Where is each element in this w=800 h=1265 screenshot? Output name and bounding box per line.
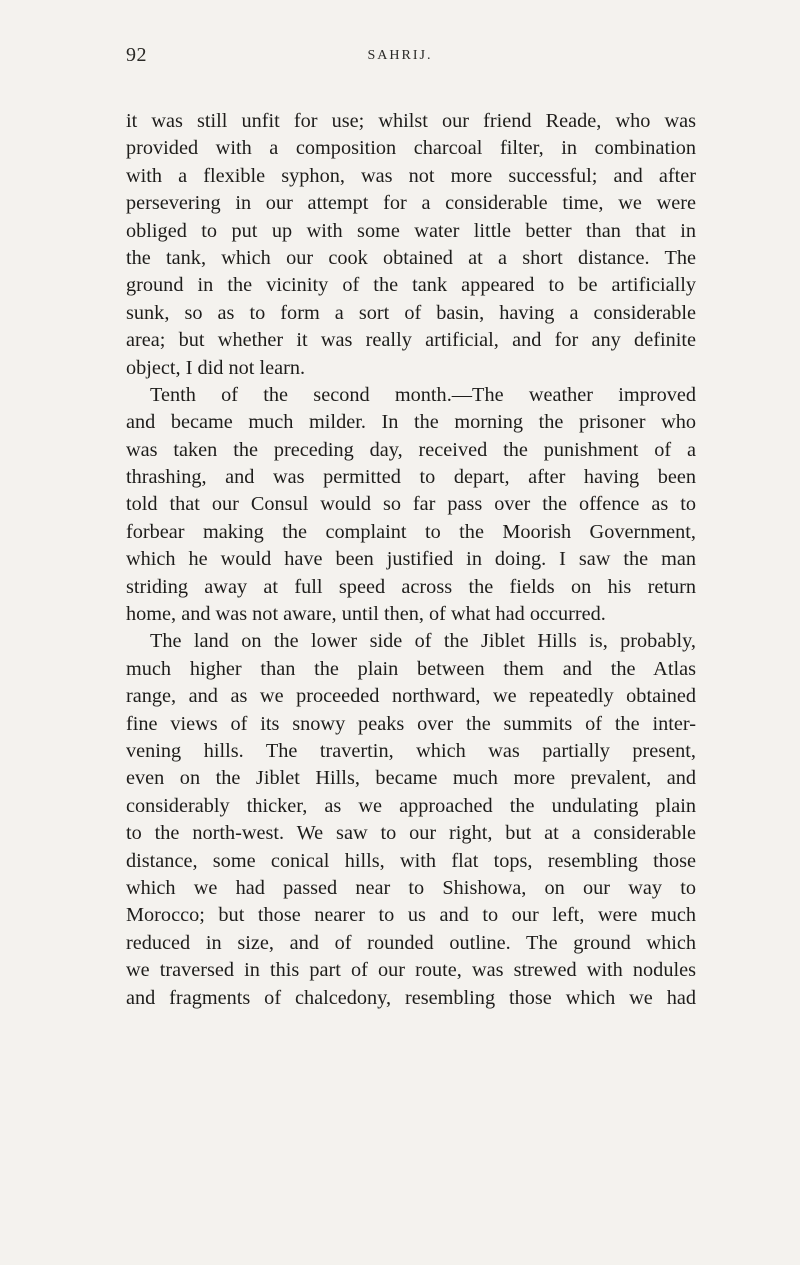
text-line: object, I did not learn. [126, 356, 306, 379]
text-line: ground in the vicinity of the tank appeared to be artificially [126, 274, 696, 297]
text-line: told that our Consul would so far pass over the offence as to [126, 493, 696, 516]
page-number: 92 [126, 44, 147, 66]
text-line: striding away at full speed across the fields on his return [126, 575, 696, 598]
text-line: obliged to put up with some water little better than that in [126, 219, 696, 242]
text-line: much higher than the plain between them and the Atlas [126, 657, 696, 680]
text-line: and fragments of chalcedony, resembling those which we had [126, 986, 696, 1009]
text-line: the tank, which our cook obtained at a short distance. The [126, 246, 696, 269]
text-line: with a flexible syphon, was not more successful; and after [126, 164, 696, 187]
text-line: considerably thicker, as we approached the undulating plain [126, 794, 696, 817]
text-line: persevering in our attempt for a considerable time, we were [126, 192, 696, 215]
text-line: was taken the preceding day, received the punishment of a [126, 438, 696, 461]
text-line: to the north-west. We saw to our right, but at a considerable [126, 822, 696, 845]
text-line: we traversed in this part of our route, was strewed with nodules [126, 959, 696, 982]
text-line: vening hills. The travertin, which was partially present, [126, 739, 696, 762]
text-line: thrashing, and was permitted to depart, after having been [126, 466, 696, 489]
text-line: distance, some conical hills, with flat tops, resembling those [126, 849, 696, 872]
text-line: even on the Jiblet Hills, became much more prevalent, and [126, 767, 696, 790]
text-line: and became much milder. In the morning the prisoner who [126, 411, 696, 434]
text-line: which we had passed near to Shishowa, on our way to [126, 876, 696, 899]
text-line: The land on the lower side of the Jiblet Hills is, probably, [150, 630, 696, 653]
text-line: forbear making the complaint to the Moorish Government, [126, 520, 696, 543]
text-line: Tenth of the second month.—The weather improved [150, 383, 696, 406]
text-line: Morocco; but those nearer to us and to our left, were much [126, 904, 696, 927]
text-line: provided with a composition charcoal filter, in combination [126, 137, 696, 160]
text-line: range, and as we proceeded northward, we repeatedly obtained [126, 685, 696, 708]
text-line: home, and was not aware, until then, of what had occurred. [126, 603, 606, 626]
text-line: it was still unfit for use; whilst our friend Reade, who was [126, 110, 696, 132]
text-line: fine views of its snowy peaks over the summits of the inter- [126, 712, 696, 735]
text-line: which he would have been justified in doing. I saw the man [126, 548, 696, 571]
text-line: reduced in size, and of rounded outline. The ground which [126, 931, 696, 954]
text-line: area; but whether it was really artificial, and for any definite [126, 329, 696, 352]
body-text [126, 108, 696, 1012]
running-title: SAHRIJ. [367, 48, 433, 63]
text-line: sunk, so as to form a sort of basin, having a considerable [126, 301, 696, 324]
